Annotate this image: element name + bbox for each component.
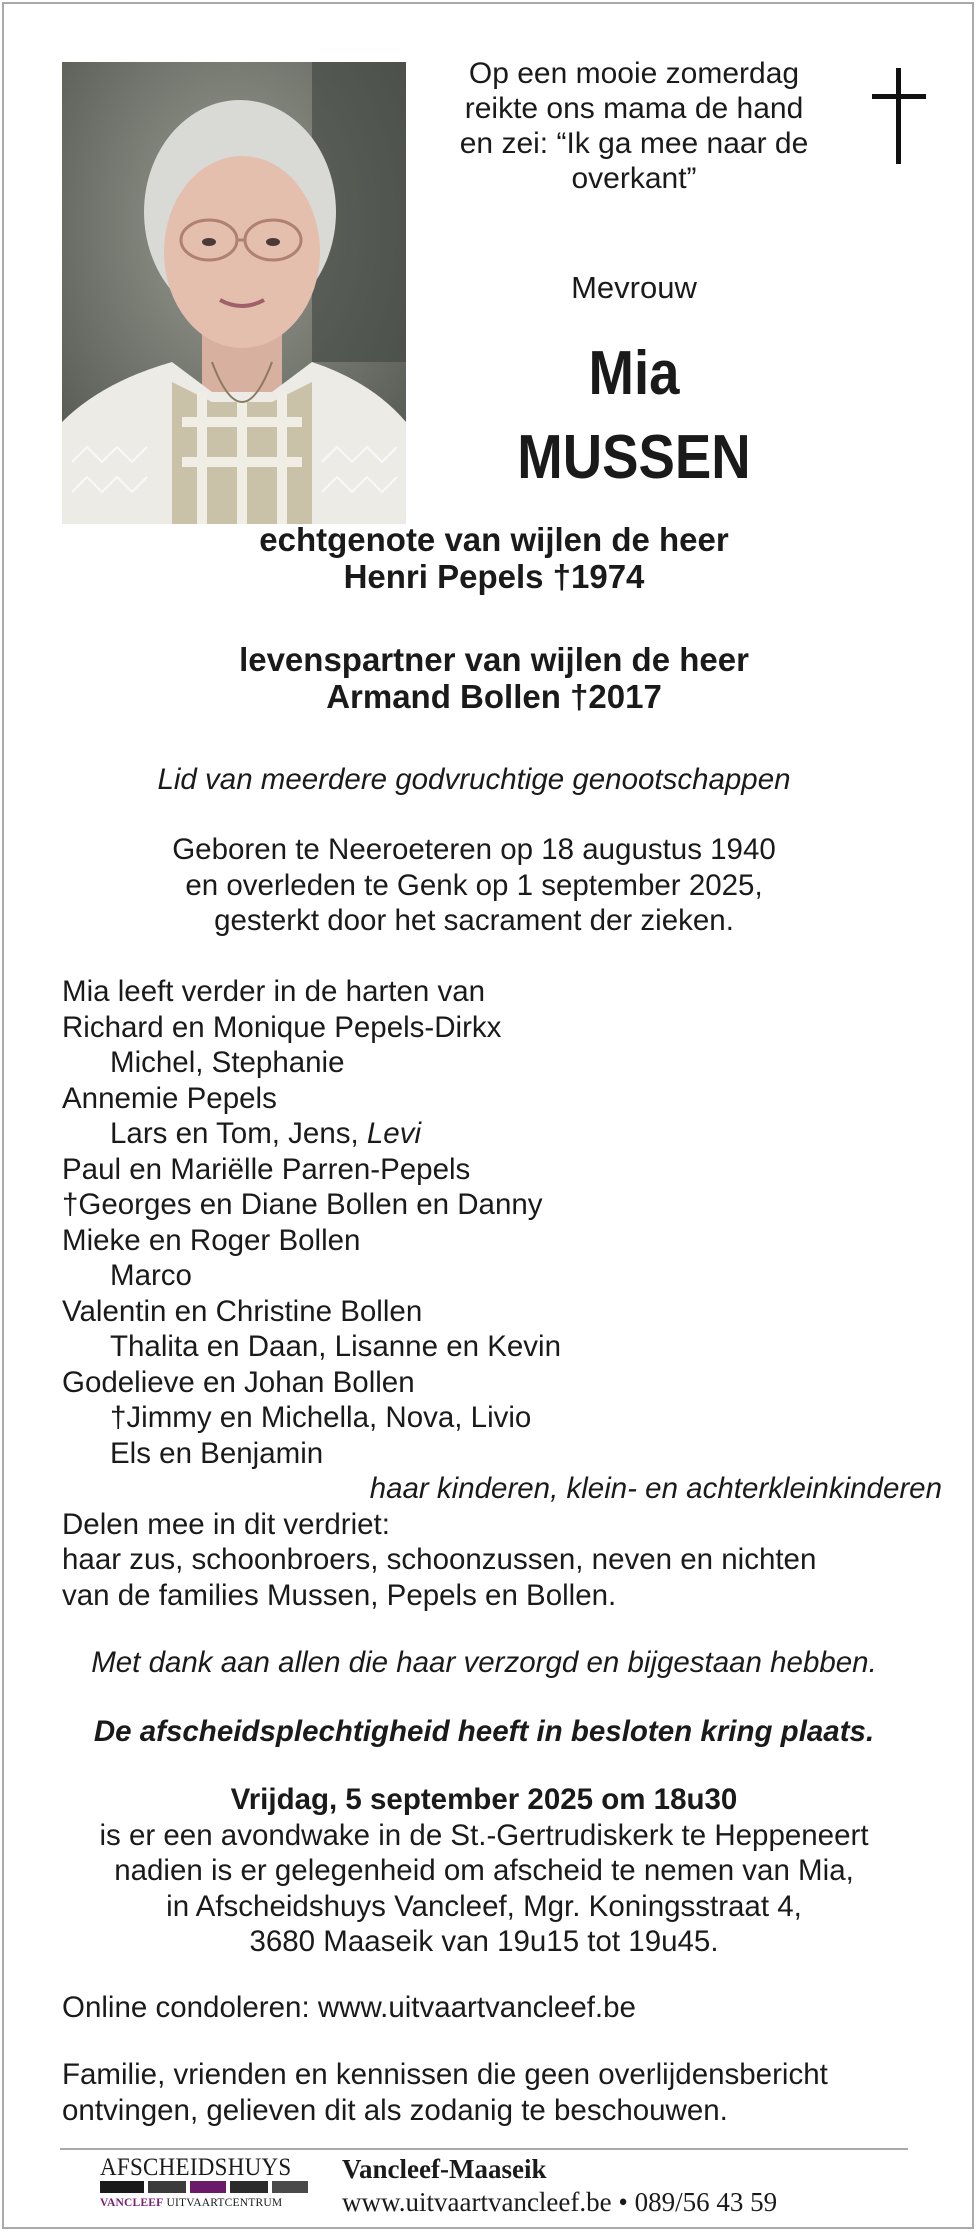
family-line: Godelieve en Johan Bollen [62, 1365, 415, 1399]
spouse-line: Armand Bollen †2017 [326, 678, 662, 715]
wake-line: 3680 Maaseik van 19u15 tot 19u45. [249, 1925, 719, 1958]
logo-subtitle [100, 2197, 282, 2209]
wake-line: is er een avondwake in de St.-Gertrudiskerk te Heppeneert [99, 1818, 869, 1852]
footer-divider [60, 2148, 908, 2150]
life-line: en overleden te Genk op 1 september 2025, [185, 868, 763, 902]
family-line-text: Lars en Tom, Jens, [110, 1117, 367, 1150]
last-name: MUSSEN [517, 423, 751, 492]
notice-line: Familie, vrienden en kennissen die geen overlijdensbericht [62, 2058, 828, 2091]
logo-bar-segment [100, 2181, 144, 2193]
life-line: gesterkt door het sacrament der zieken. [214, 904, 734, 937]
honorific: Mevrouw [571, 270, 697, 305]
spouse-line: Henri Pepels †1974 [343, 558, 645, 595]
family-line: Michel, Stephanie [110, 1046, 345, 1079]
notice-line: ontvingen, gelieven dit als zodanig te beschouwen. [62, 2093, 728, 2127]
wake-line: in Afscheidshuys Vancleef, Mgr. Koningsstraat 4, [166, 1889, 802, 1923]
logo-bar-segment [230, 2181, 268, 2193]
logo-sub-rest: UITVAARTCENTRUM [166, 2197, 283, 2209]
logo-wordmark: AFSCHEIDSHUYS [100, 2154, 292, 2181]
membership: Lid van meerdere godvruchtige genootschappen [157, 763, 791, 796]
obituary-card [2, 2, 974, 2229]
family-line: †Jimmy en Michella, Nova, Livio [110, 1401, 532, 1434]
family-line: Annemie Pepels [62, 1081, 277, 1115]
family-line [62, 1116, 942, 1152]
logo-bar-segment [148, 2181, 186, 2193]
funeral-home-contact: www.uitvaartvancleef.be • 089/56 43 59 [342, 2187, 778, 2217]
portrait-photo [62, 62, 406, 524]
first-name: Mia [588, 339, 680, 408]
family-line: Thalita en Daan, Lisanne en Kevin [110, 1330, 561, 1363]
poem-line: overkant” [571, 162, 697, 195]
family-line: Marco [110, 1259, 192, 1292]
wake-date: Vrijdag, 5 september 2025 om 18u30 [230, 1783, 738, 1816]
life-dates [84, 832, 864, 939]
family-line: Richard en Monique Pepels-Dirkx [62, 1010, 502, 1044]
family-line: Valentin en Christine Bollen [62, 1294, 423, 1328]
logo-sub-brand: VANCLEEF [100, 2197, 164, 2209]
poem-line: Op een mooie zomerdag [468, 57, 800, 90]
family-line: Mieke en Roger Bollen [62, 1223, 361, 1257]
family-caption: haar kinderen, klein- en achterkleinkinderen [369, 1472, 942, 1505]
wake-info [44, 1782, 924, 1960]
life-line: Geboren te Neeroeteren op 18 augustus 1940 [172, 833, 776, 866]
spouse-block-2 [124, 641, 864, 715]
logo-bar-segment [272, 2181, 308, 2193]
share-line: Delen mee in dit verdriet: [62, 1507, 390, 1541]
funeral-home-name: Vancleef-Maaseik [342, 2154, 547, 2184]
poem-line: en zei: “Ik ga mee naar de [459, 127, 809, 160]
online-condolences: Online condoleren: www.uitvaartvancleef.be [62, 1991, 636, 2024]
poem [424, 56, 844, 196]
cross-icon [872, 68, 926, 169]
farewell-notice: De afscheidsplechtigheid heeft in besloten kring plaats. [93, 1715, 875, 1748]
wake-line: nadien is er gelegenheid om afscheid te nemen van Mia, [114, 1854, 854, 1887]
share-line: van de families Mussen, Pepels en Bollen. [62, 1578, 617, 1612]
family-intro: Mia leeft verder in de harten van [62, 975, 486, 1008]
family-line: †Georges en Diane Bollen en Danny [62, 1188, 543, 1221]
portrait-illustration [62, 62, 406, 524]
thanks: Met dank aan allen die haar verzorgd en bijgestaan hebben. [91, 1646, 877, 1679]
logo-color-bar [100, 2181, 308, 2193]
notice [62, 2057, 942, 2128]
family-line: Paul en Mariëlle Parren-Pepels [62, 1152, 471, 1186]
poem-line: reikte ons mama de hand [464, 92, 804, 125]
spouse-line: levenspartner van wijlen de heer [239, 641, 749, 678]
logo-bar-segment [190, 2181, 226, 2193]
share-line: haar zus, schoonbroers, schoonzussen, neven en nichten [62, 1543, 817, 1576]
family-list [62, 974, 942, 1613]
spouse-block-1 [124, 521, 864, 595]
family-line-italic: Levi [366, 1117, 422, 1150]
family-line: Els en Benjamin [110, 1436, 324, 1470]
spouse-line: echtgenote van wijlen de heer [259, 521, 729, 558]
